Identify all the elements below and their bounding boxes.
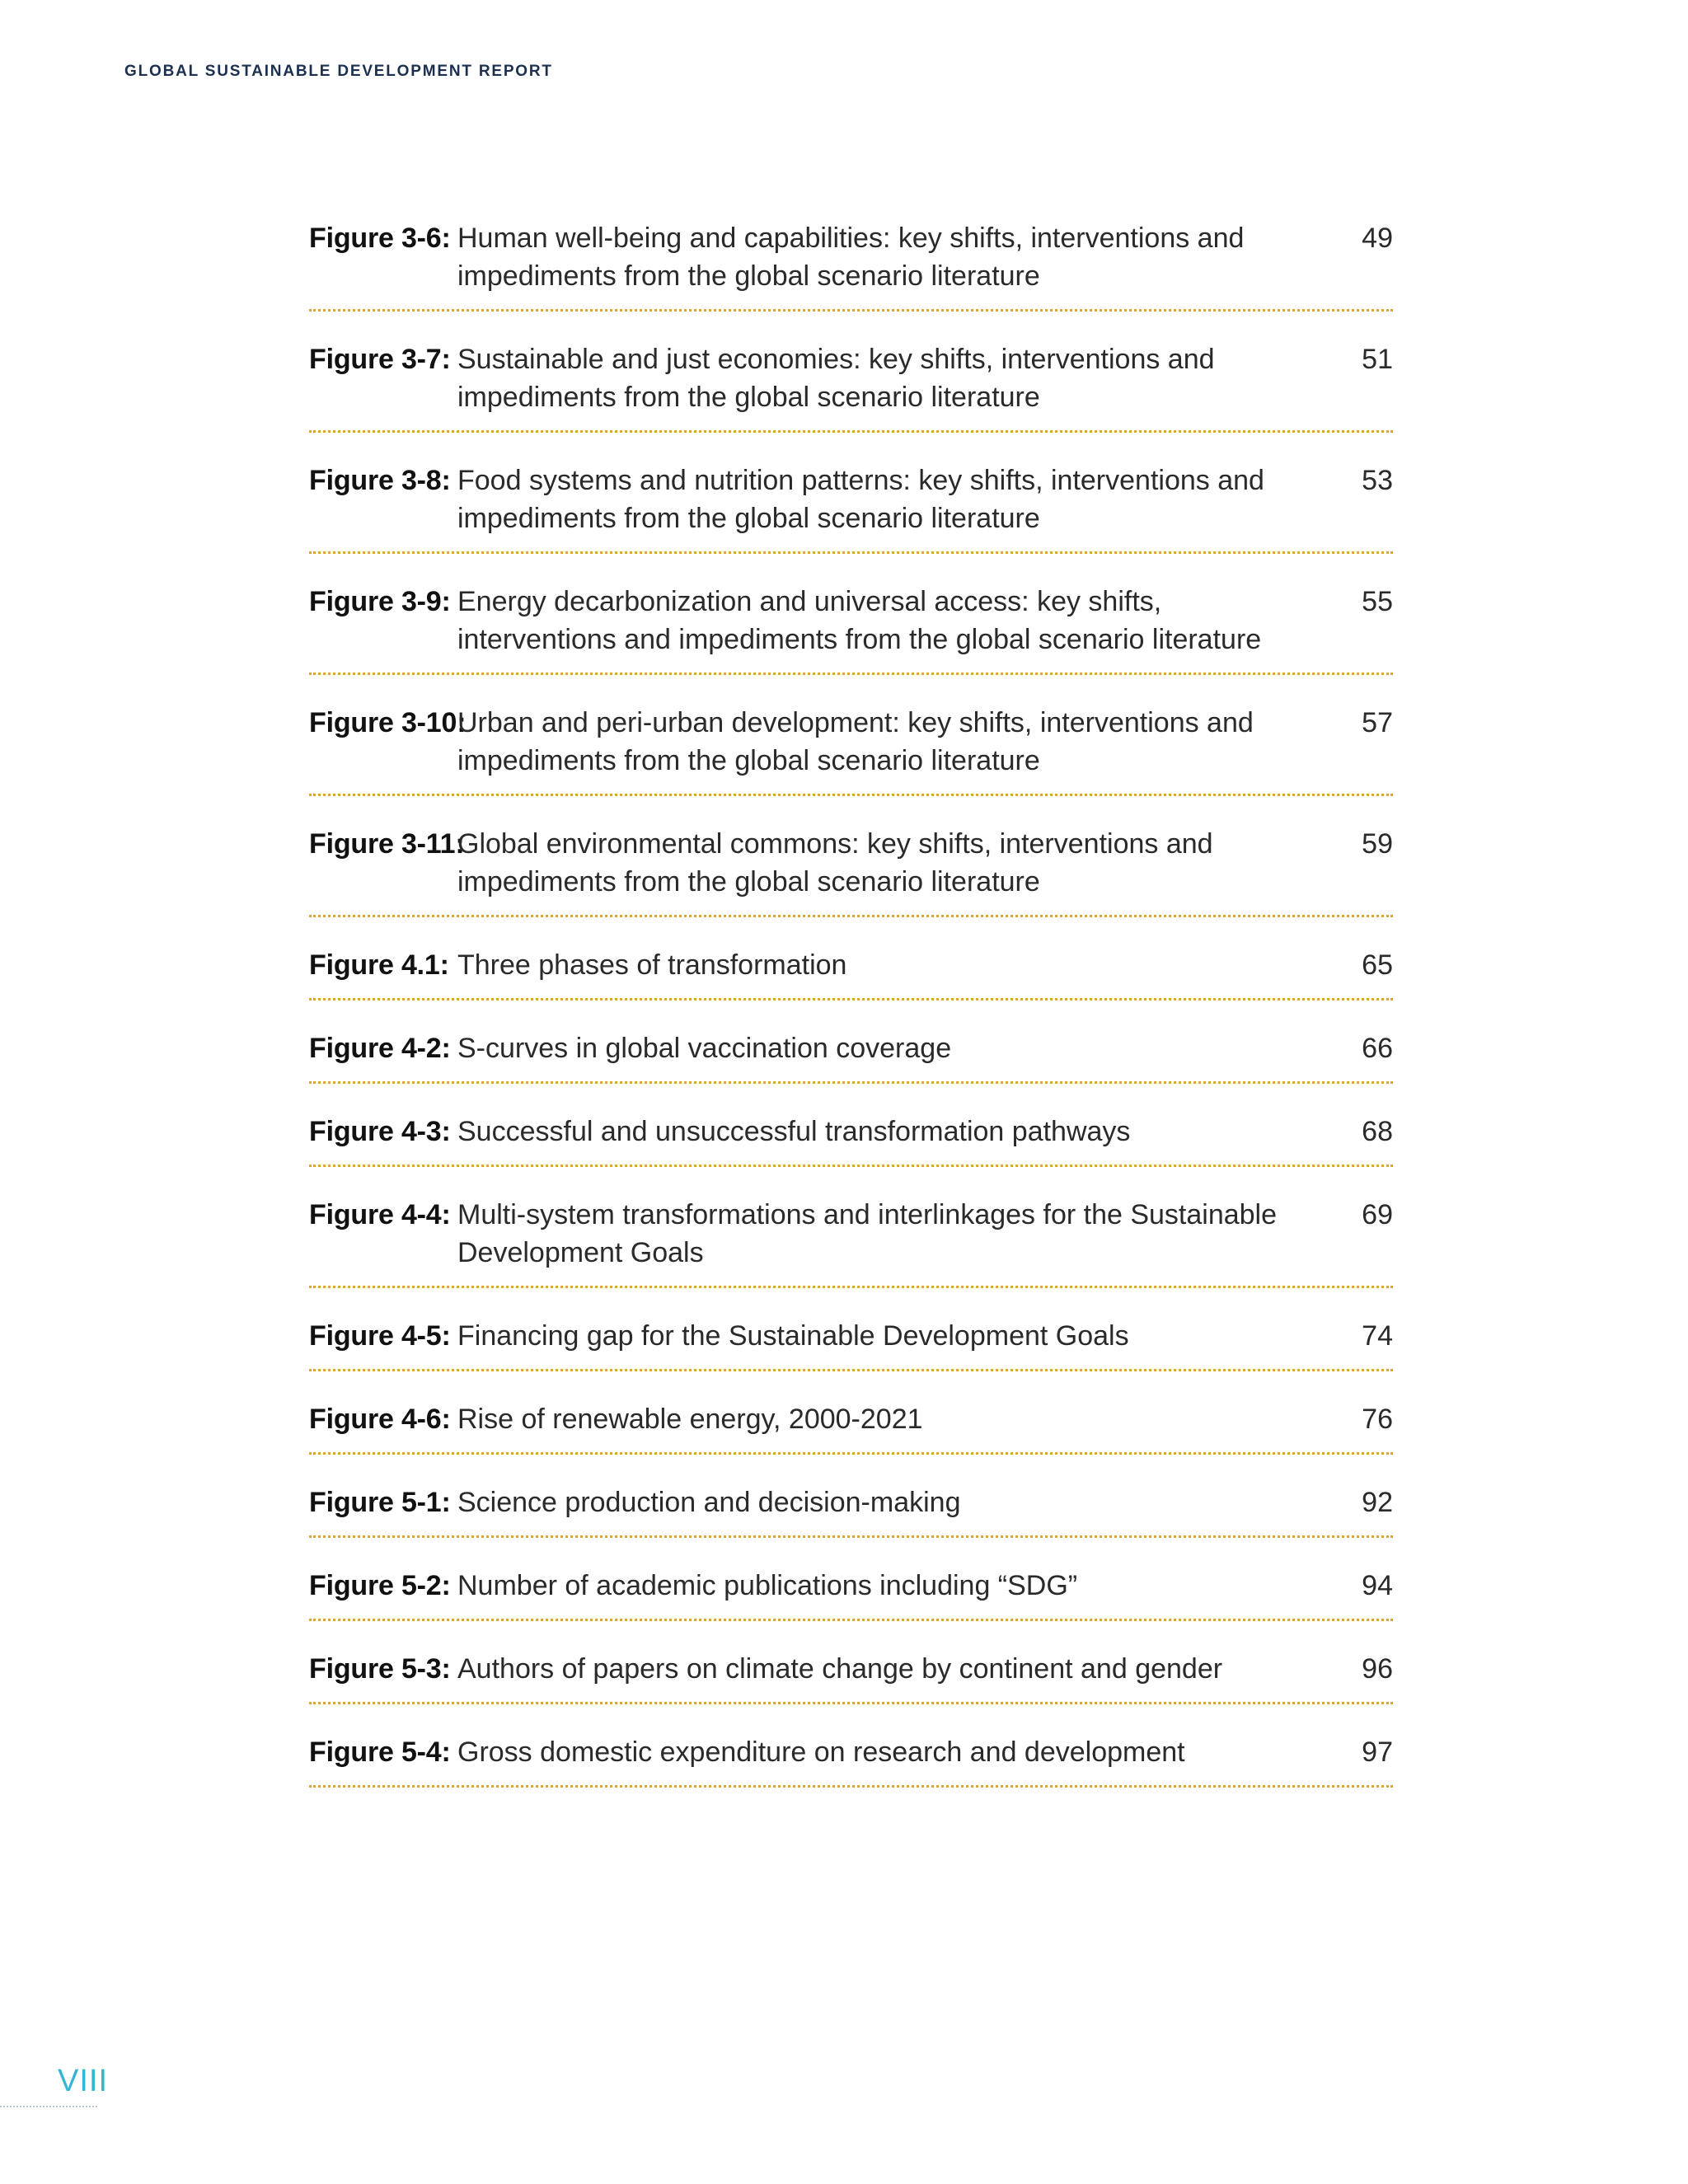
figure-label: Figure 4-4:	[309, 1199, 451, 1230]
figure-label: Figure 4-6:	[309, 1404, 451, 1435]
page-number: 53	[1362, 465, 1393, 496]
page-number: 65	[1362, 949, 1393, 981]
page-number: 97	[1362, 1736, 1393, 1768]
page-number: 59	[1362, 828, 1393, 860]
figure-title: Gross domestic expenditure on research and development	[457, 1736, 1185, 1768]
figure-label: Figure 3-7:	[309, 344, 451, 375]
page-number: 76	[1362, 1404, 1393, 1435]
figure-title: Energy decarbonization and universal access: key shifts, interventions and impediments from the global scenario literature	[457, 586, 1262, 655]
folio-divider	[0, 2106, 97, 2107]
page-number: 55	[1362, 586, 1393, 617]
list-item[interactable]	[309, 213, 1393, 312]
list-item[interactable]	[309, 1106, 1393, 1167]
list-item[interactable]	[309, 818, 1393, 917]
page-number: 51	[1362, 344, 1393, 375]
figure-title: Financing gap for the Sustainable Development Goals	[457, 1320, 1129, 1352]
list-item[interactable]	[309, 1727, 1393, 1788]
page-number: 74	[1362, 1320, 1393, 1352]
page-number: 96	[1362, 1653, 1393, 1685]
page-number: 69	[1362, 1199, 1393, 1230]
page-number: 66	[1362, 1033, 1393, 1064]
figure-label: Figure 4-3:	[309, 1116, 451, 1147]
page-number: 94	[1362, 1570, 1393, 1601]
figure-title: Urban and peri-urban development: key shifts, interventions and impediments from the global scenario literature	[457, 707, 1254, 776]
page-number: 57	[1362, 707, 1393, 738]
list-item[interactable]	[309, 697, 1393, 796]
figure-label: Figure 4-2:	[309, 1033, 451, 1064]
page-number: 49	[1362, 223, 1393, 254]
list-of-figures	[309, 213, 1393, 1810]
list-item[interactable]	[309, 1643, 1393, 1704]
list-item[interactable]	[309, 940, 1393, 1001]
figure-label: Figure 4-5:	[309, 1320, 451, 1352]
figure-label: Figure 3-11:	[309, 828, 465, 860]
page-number: 68	[1362, 1116, 1393, 1147]
figure-title: S-curves in global vaccination coverage	[457, 1033, 952, 1064]
figure-label: Figure 3-9:	[309, 586, 451, 617]
figure-label: Figure 4.1:	[309, 949, 449, 981]
figure-label: Figure 3-8:	[309, 465, 451, 496]
figure-title: Number of academic publications including “SDG”	[457, 1570, 1078, 1601]
figure-title: Successful and unsuccessful transformation pathways	[457, 1116, 1131, 1147]
figure-title: Food systems and nutrition patterns: key shifts, interventions and impediments from the global scenario literature	[457, 465, 1264, 534]
list-item[interactable]	[309, 455, 1393, 554]
list-item[interactable]	[309, 1189, 1393, 1288]
list-item[interactable]	[309, 1477, 1393, 1538]
figure-title: Human well-being and capabilities: key shifts, interventions and impediments from the global scenario literature	[457, 223, 1245, 292]
page-number: 92	[1362, 1487, 1393, 1518]
figure-label: Figure 5-3:	[309, 1653, 451, 1685]
list-item[interactable]	[309, 1310, 1393, 1371]
figure-title: Global environmental commons: key shifts, interventions and impediments from the global scenario literature	[457, 828, 1213, 898]
list-item[interactable]	[309, 1023, 1393, 1084]
figure-label: Figure 5-2:	[309, 1570, 451, 1601]
list-item[interactable]	[309, 1560, 1393, 1621]
figure-title: Sustainable and just economies: key shifts, interventions and impediments from the global scenario literature	[457, 344, 1215, 413]
running-header: GLOBAL SUSTAINABLE DEVELOPMENT REPORT	[124, 63, 553, 80]
list-item[interactable]	[309, 334, 1393, 433]
figure-title: Science production and decision-making	[457, 1487, 961, 1518]
figure-label: Figure 5-1:	[309, 1487, 451, 1518]
list-item[interactable]	[309, 576, 1393, 675]
figure-title: Three phases of transformation	[457, 949, 847, 981]
page-folio: VIII	[58, 2064, 109, 2098]
figure-label: Figure 3-10:	[309, 707, 467, 738]
figure-title: Rise of renewable energy, 2000-2021	[457, 1404, 923, 1435]
figure-title: Multi-system transformations and interlinkages for the Sustainable Development Goals	[457, 1199, 1278, 1268]
figure-label: Figure 3-6:	[309, 223, 451, 254]
figure-label: Figure 5-4:	[309, 1736, 451, 1768]
list-item[interactable]	[309, 1394, 1393, 1455]
figure-title: Authors of papers on climate change by continent and gender	[457, 1653, 1223, 1685]
